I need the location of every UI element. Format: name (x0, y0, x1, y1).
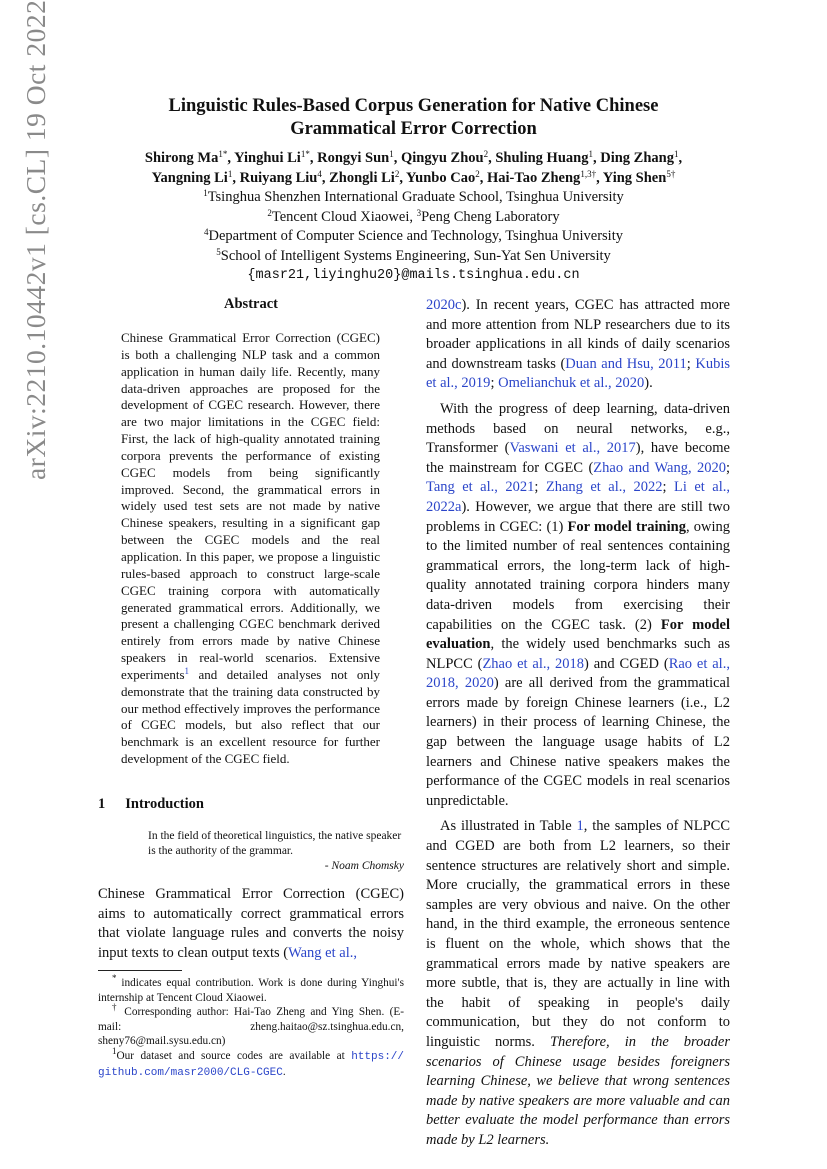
footnote-text: Corresponding author: Hai-Tao Zheng and Ying Shen. (E-mail: zheng.haitao@sz.tsinghua.edu.cn, sheny76@mail.sysu.edu.cn) (98, 1006, 404, 1048)
arxiv-identifier: arXiv:2210.10442v1 [cs.CL] 19 Oct 2022 (20, 0, 51, 480)
paragraph-text: With the progress of deep learning, data-driven methods based on neural networks, e.g., Transformer ( (426, 400, 730, 457)
citation-link[interactable]: Rao et al., 2018, 2020 (426, 655, 730, 692)
citation-link[interactable]: Wang et al., (288, 944, 357, 961)
affiliation-sup: 4 (204, 227, 209, 237)
author-name: Yinghui Li (234, 150, 301, 166)
author-affil-sup: 2 (483, 149, 489, 159)
citation-link[interactable]: Omelianchuk et al., 2020 (498, 375, 645, 392)
footnote-mark: 1 (112, 1045, 117, 1056)
citation-link[interactable]: Vaswani et al., 2017 (509, 440, 636, 457)
footnote-mark: † (112, 1002, 119, 1013)
footnote-text: Our dataset and source codes are available at (116, 1049, 352, 1062)
author-affil-sup: 5† (666, 169, 676, 179)
author-name: Hai-Tao Zheng (486, 170, 581, 186)
affiliations (90, 188, 737, 286)
intro-text: Chinese Grammatical Error Correction (CGEC) aims to automatically correct grammatical errors that violate language rules and converts the noisy input texts to clean output texts ( (98, 886, 404, 961)
affiliation (90, 227, 737, 247)
author-name: Ying Shen (602, 170, 667, 186)
citation-link[interactable]: Kubis et al., 2019 (426, 355, 731, 392)
contact-email: {masr21,liyinghu20}@mails.tsinghua.edu.cn (247, 268, 580, 283)
author-line-2: Yangning Li$^1$, Ruiyang Liu$^4$, Zhongli Li$^2$, Yunbo Cao$^2$, Hai-Tao Zheng$^{1,3\dagger}$, Ying Shen$^{5\dagger}$ (151, 169, 676, 186)
citation-link[interactable]: 2020c (426, 297, 462, 313)
section-title: Introduction (125, 796, 204, 812)
affiliation (90, 208, 737, 228)
paragraph (426, 817, 730, 1150)
table-ref-link[interactable]: 1 (576, 818, 584, 835)
affiliation-sup: 3 (416, 207, 422, 218)
affiliation-text: Tsinghua Shenzhen International Graduate School, Tsinghua University (207, 189, 624, 205)
author-list (90, 148, 737, 188)
paragraph-text: ) are all derived from the grammatical errors made by foreign Chinese learners (i.e., L2 learners) in their process of learning Chinese, the gap between the language usage habits of L2 learners and Chinese native speakers makes the performance of the CGEC models in real scenarios unpredictable. (426, 675, 730, 809)
affiliation (90, 247, 737, 267)
section-heading-introduction (98, 796, 204, 813)
author-affil-sup: 1,3† (580, 169, 597, 179)
paragraph-text: ; (662, 479, 674, 496)
footnote-dataset (98, 1045, 404, 1080)
paragraph-text: ) and CGED ( (584, 655, 669, 672)
dataset-url[interactable]: https:// (351, 1050, 404, 1063)
citation-link[interactable]: Tang et al., 2021 (426, 479, 535, 496)
author-name: Shirong Ma (144, 150, 219, 166)
citation-link[interactable]: Zhao and Wang, 2020 (593, 459, 726, 476)
dataset-url[interactable]: github.com/masr2000/CLG-CGEC (98, 1066, 283, 1079)
title-line-2: Grammatical Error Correction (290, 119, 537, 139)
author-affil-sup: 1 (389, 149, 394, 159)
paragraph-text: , the samples of NLPCC and CGED are both from L2 learners, so their sentence structures are relatively short and simple. More crucially, the grammatical errors in these samples are very obvious and naive. On the other hand, in the third example, the erroneous sentence is fluent on the whole, which shows that the grammatical errors made by native speakers are more subtle, that is, they are actually in line with the habit of speaking in people's daily communication, but they do not conform to linguistic norms. (426, 818, 730, 1050)
affiliation (90, 188, 737, 208)
author-affil-sup: 4 (317, 169, 322, 179)
affiliation-sup: 2 (267, 207, 272, 218)
paragraph-text: As illustrated in Table (440, 818, 577, 835)
paragraph-text: ; (534, 479, 546, 496)
affiliation-sup: 5 (216, 246, 221, 257)
paragraph-text: , owing to the limited number of real sentences containing grammatical errors, the long-term lack of high-quality annotated training corpora hinders many data-driven models from exercising their capabilities on the CGEC task. (2) (426, 518, 731, 633)
author-name: Yangning Li (151, 170, 228, 186)
paragraph-text: ; (686, 355, 696, 372)
bold-term: For model training (567, 518, 686, 535)
citation-link[interactable]: Li et al., 2022a (426, 479, 730, 515)
author-affil-sup: 1 (673, 149, 679, 159)
footnote-corresponding-author (98, 1002, 404, 1049)
affiliation-text: Tencent Cloud Xiaowei, (271, 208, 417, 225)
footnote-text: . (282, 1065, 286, 1078)
italic-emphasis: Therefore, in the broader scenarios of Chinese usage besides foreigners learning Chinese, we believe that wrong sentences made by native speakers are more valuable and can better evaluate the model performance than errors made by L2 learners. (426, 1033, 730, 1148)
author-affil-sup: 2 (475, 169, 480, 179)
title-line-1: Linguistic Rules-Based Corpus Generation for Native Chinese (168, 96, 659, 116)
abstract-heading: Abstract (224, 296, 278, 312)
footnotes (98, 973, 404, 1080)
paragraph (426, 296, 730, 394)
affiliation-sup: 1 (203, 188, 208, 198)
right-column (426, 296, 730, 1157)
paragraph-text: ). In recent years, CGEC has attracted more and more attention from NLP researchers due to its broader applications in all kinds of daily scenarios and downstream tasks ( (426, 297, 730, 372)
epigraph-quote: In the field of theoretical linguistics, the native speaker is the authority of the grammar. (148, 830, 402, 857)
section-number: 1 (98, 796, 106, 812)
paragraph-text: ). (644, 375, 653, 392)
intro-paragraph (98, 885, 404, 963)
abstract-text: and detailed analyses not only demonstrate that the training data constructed by our method effectively improves the performance of CGEC models, but also reflect that our benchmark is an excellent resource for further development of the CGEC field. (121, 666, 380, 767)
footnote-text: indicates equal contribution. Work is done during Yinghui's internship at Tencent Cloud Xiaowei. (98, 977, 404, 1004)
author-name: Ding Zhang (600, 150, 674, 166)
author-affil-sup: 2 (394, 169, 400, 179)
citation-link[interactable]: Duan and Hsu, 2011 (565, 355, 687, 372)
author-line-1: Shirong $Ma^{1*}$, Yinghui $Li^{1*}$, Rongyi Sun$^1$, Qingyu Zhou$^2$, Shuling Huang$^1$, Ding Zhang$^1$, (144, 149, 683, 166)
paragraph-text: ; (490, 375, 499, 392)
epigraph-author: - Noam Chomsky (324, 860, 404, 872)
author-name: Zhongli Li (329, 170, 395, 186)
author-name: Qingyu Zhou (400, 150, 484, 166)
footnote-ref[interactable]: 1 (184, 665, 190, 676)
footnote-mark: * (112, 973, 117, 983)
author-name: Rongyi Sun (317, 150, 390, 166)
paragraph-text: ; (725, 459, 730, 476)
affiliation-text: Department of Computer Science and Technology, Tsinghua University (208, 228, 623, 244)
paragraph-text: ), have become the mainstream for CGEC ( (426, 440, 730, 476)
author-affil-sup: 1* (300, 149, 310, 159)
paragraph-text: ). However, we argue that there are still two problems in CGEC: (1) (426, 498, 730, 535)
paragraph-text: , the widely used benchmarks such as NLPCC ( (426, 636, 730, 672)
author-affil-sup: 1 (588, 149, 593, 159)
author-name: Ruiyang Liu (239, 170, 318, 186)
abstract-text: Chinese Grammatical Error Correction (CGEC) is both a challenging NLP task and a common application in human daily life. Recently, many data-driven approaches are proposed for the development of CGEC research. However, there are two major limitations in the CGEC field: First, the lack of high-quality annotated training corpora prevents the performance of existing CGEC models from being significantly improved. Second, the grammatical errors in widely used test sets are not made by native Chinese speakers, resulting in a significant gap between the CGEC models and the real application. In this paper, we propose a linguistic rules-based approach to construct large-scale CGEC training corpora with automatically generated grammatical errors. Additionally, we present a challenging CGEC benchmark derived entirely from errors made by native Chinese speakers in real-world scenarios. Extensive experiments (121, 330, 380, 682)
author-affil-sup: 1* (218, 149, 228, 159)
author-name: Yunbo Cao (406, 170, 476, 186)
affiliation-text: School of Intelligent Systems Engineering, Sun-Yat Sen University (220, 247, 611, 264)
footnote-equal-contribution (98, 973, 404, 1005)
author-affil-sup: 1 (227, 169, 233, 179)
affiliation-text: Peng Cheng Laboratory (421, 208, 560, 225)
citation-link[interactable]: Zhao et al., 2018 (482, 655, 585, 672)
footnote-divider (98, 970, 182, 971)
author-name: Shuling Huang (495, 150, 589, 166)
citation-link[interactable]: Zhang et al., 2022 (545, 479, 663, 496)
abstract-body (121, 330, 380, 768)
paper-title (90, 95, 737, 141)
bold-term: For model evaluation (426, 616, 731, 653)
paragraph (426, 400, 730, 811)
